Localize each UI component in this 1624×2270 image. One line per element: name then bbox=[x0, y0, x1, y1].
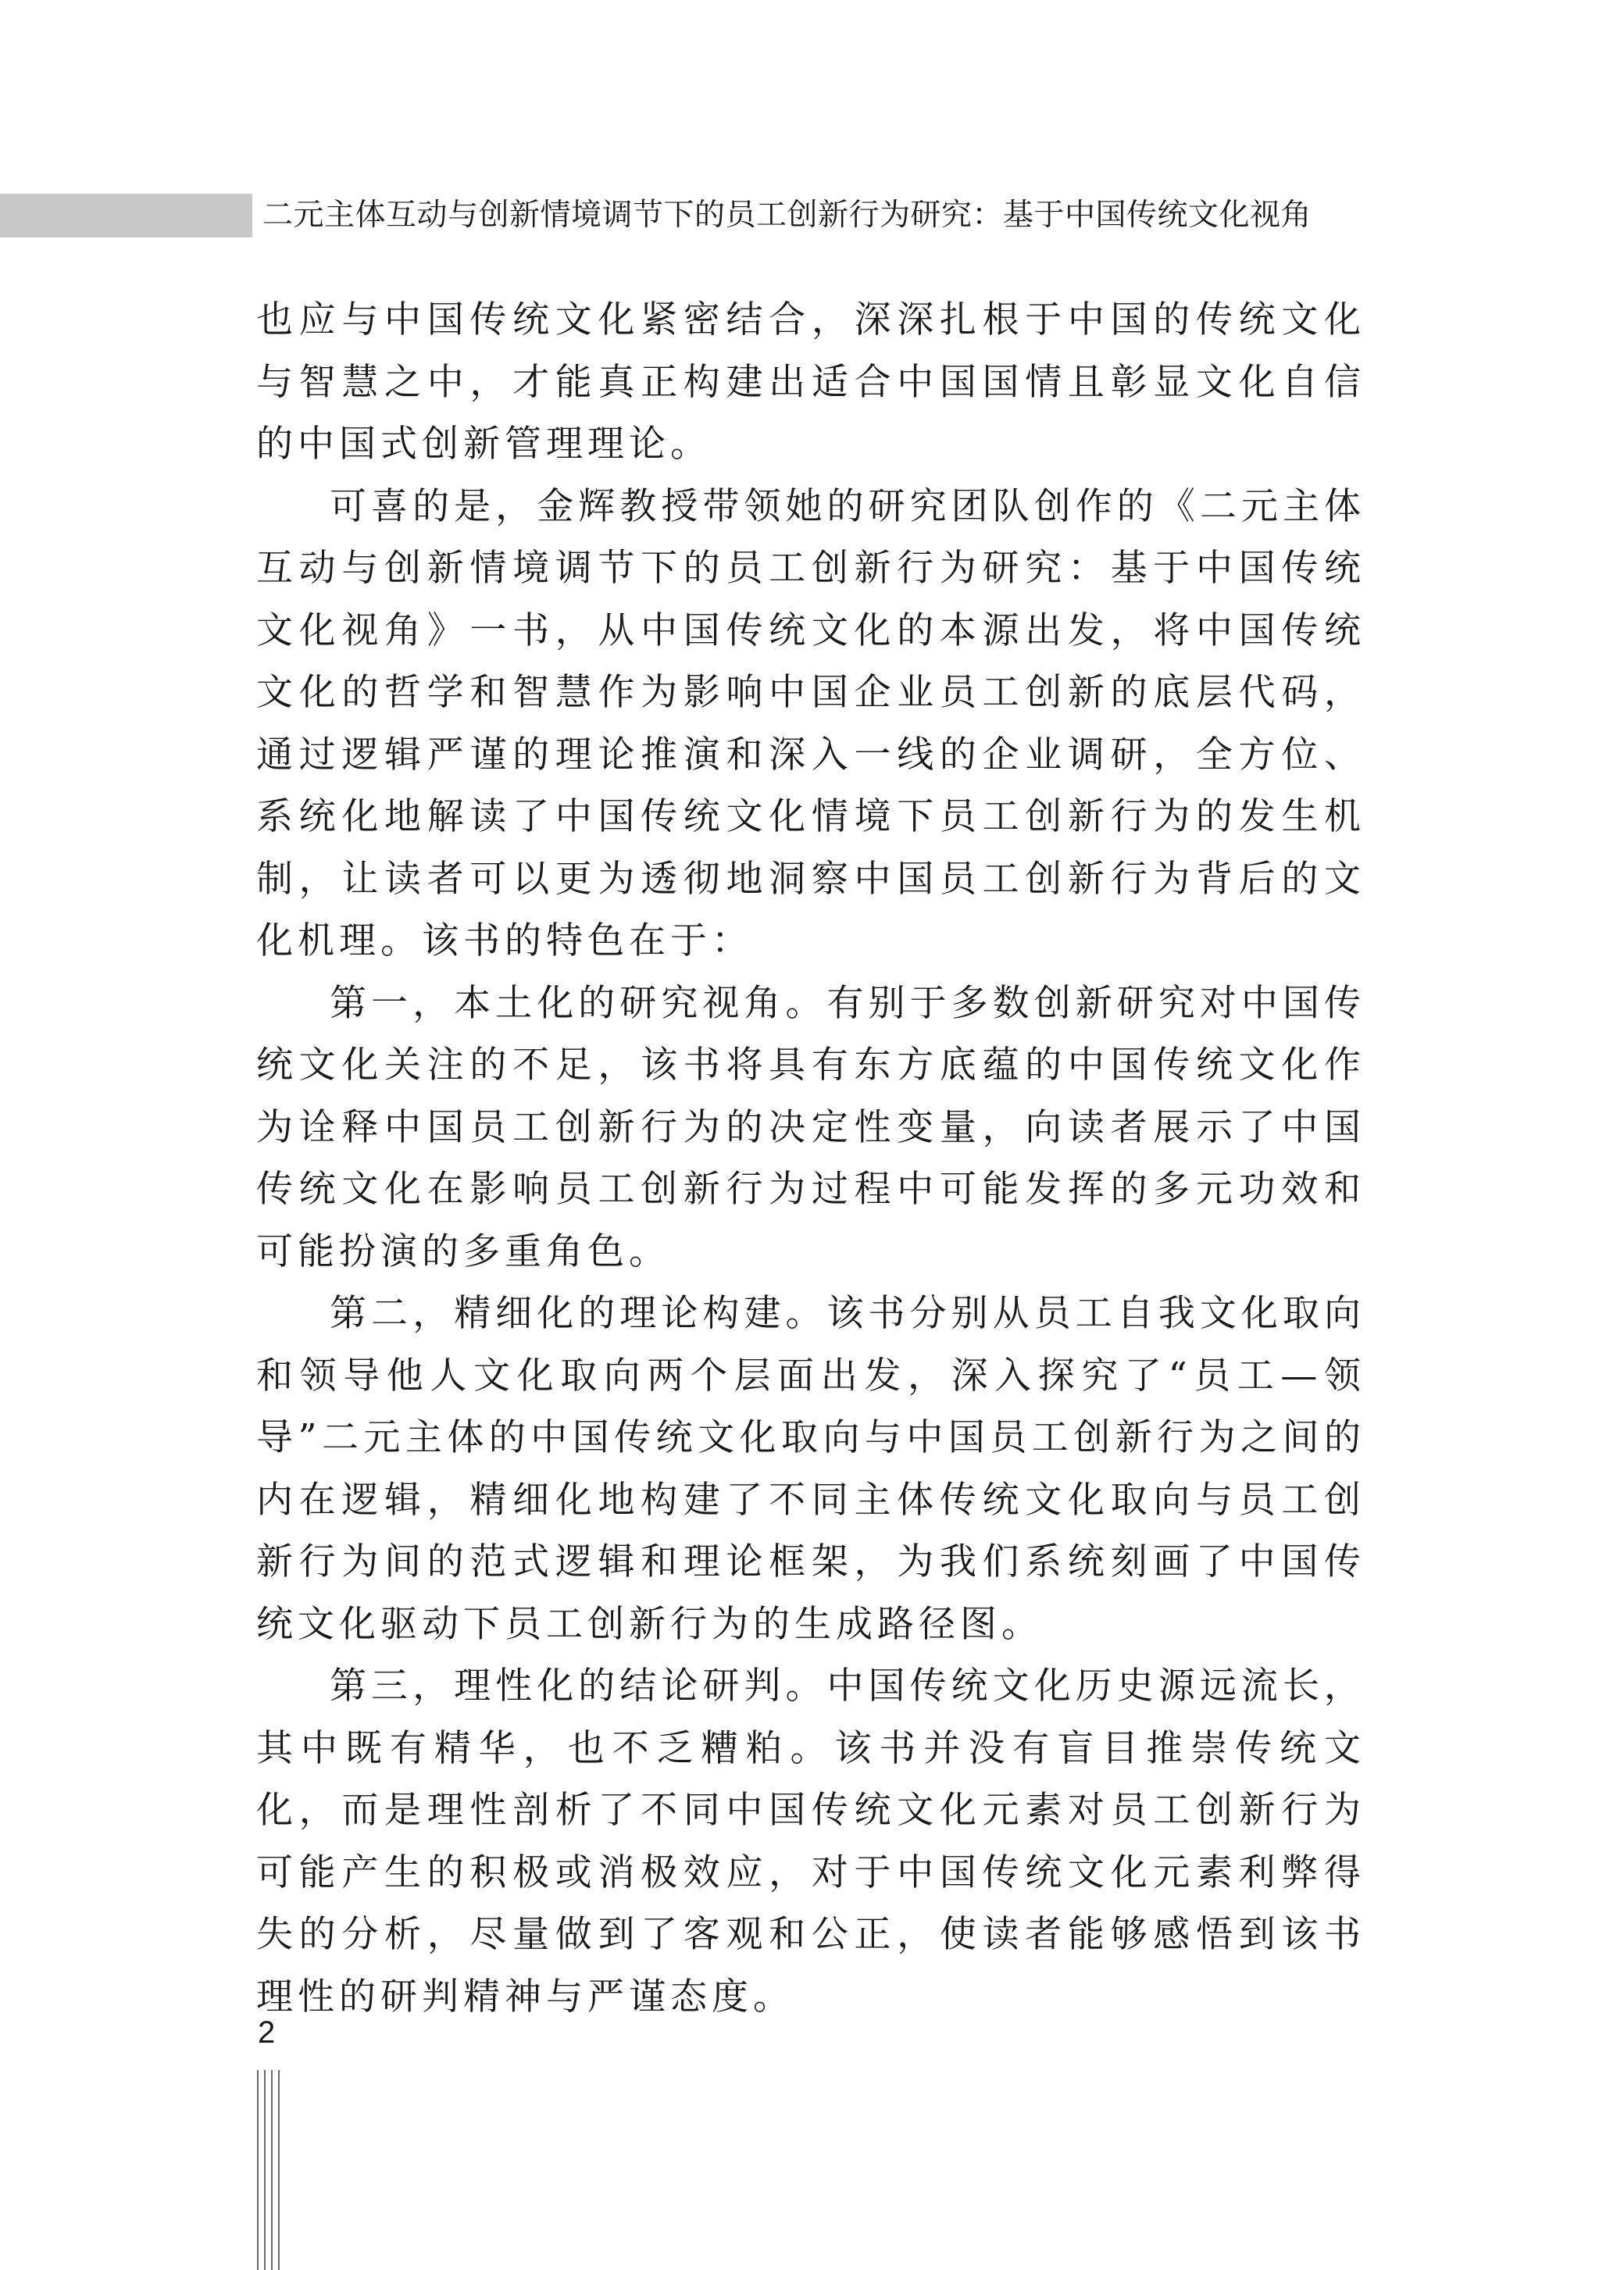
paragraph-third-feature: 第三，理性化的结论研判。中国传统文化历史源远流长，其中既有精华，也不乏糟粕。该书并没有盲目推崇传统文化，而是理性剖析了不同中国传统文化元素对员工创新行为可能产生的积极或消极效应，对于中国传统文化元素利弊得失的分析，尽量做到了客观和公正，使读者能够感悟到该书理性的研判精神与严谨态度。 bbox=[256, 1665, 1365, 2018]
paragraph-continuation: 也应与中国传统文化紧密结合，深深扎根于中国的传统文化与智慧之中，才能真正构建出适合中国国情且彰显文化自信的中国式创新管理理论。 bbox=[256, 298, 1365, 466]
paragraph-second-feature: 第二，精细化的理论构建。该书分别从员工自我文化取向和领导他人文化取向两个层面出发，深入探究了“员工—领导”二元主体的中国传统文化取向与中国员工创新行为之间的内在逻辑，精细化地构建了不同主体传统文化取向与员工创新行为间的范式逻辑和理论框架，为我们系统刻画了中国传统文化驱动下员工创新行为的生成路径图。 bbox=[256, 1292, 1365, 1646]
page-number: 2 bbox=[258, 2015, 276, 2050]
paragraph-intro: 可喜的是，金辉教授带领她的研究团队创作的《二元主体互动与创新情境调节下的员工创新行为研究：基于中国传统文化视角》一书，从中国传统文化的本源出发，将中国传统文化的哲学和智慧作为影响中国企业员工创新的底层代码，通过逻辑严谨的理论推演和深入一线的企业调研，全方位、系统化地解读了中国传统文化情境下员工创新行为的发生机制，让读者可以更为透彻地洞察中国员工创新行为背后的文化机理。该书的特色在于： bbox=[256, 484, 1365, 962]
header-gray-bar bbox=[0, 194, 252, 237]
margin-rule-line bbox=[257, 2070, 259, 2270]
margin-rule-line bbox=[271, 2070, 273, 2270]
margin-rule-line bbox=[264, 2070, 266, 2270]
margin-rule-line bbox=[278, 2070, 280, 2270]
running-head-title: 二元主体互动与创新情境调节下的员工创新行为研究：基于中国传统文化视角 bbox=[262, 198, 1312, 233]
paragraph-first-feature: 第一，本土化的研究视角。有别于多数创新研究对中国传统文化关注的不足，该书将具有东方底蕴的中国传统文化作为诠释中国员工创新行为的决定性变量，向读者展示了中国传统文化在影响员工创新行为过程中可能发挥的多元功效和可能扮演的多重角色。 bbox=[256, 981, 1365, 1273]
body-text bbox=[256, 289, 1365, 2028]
